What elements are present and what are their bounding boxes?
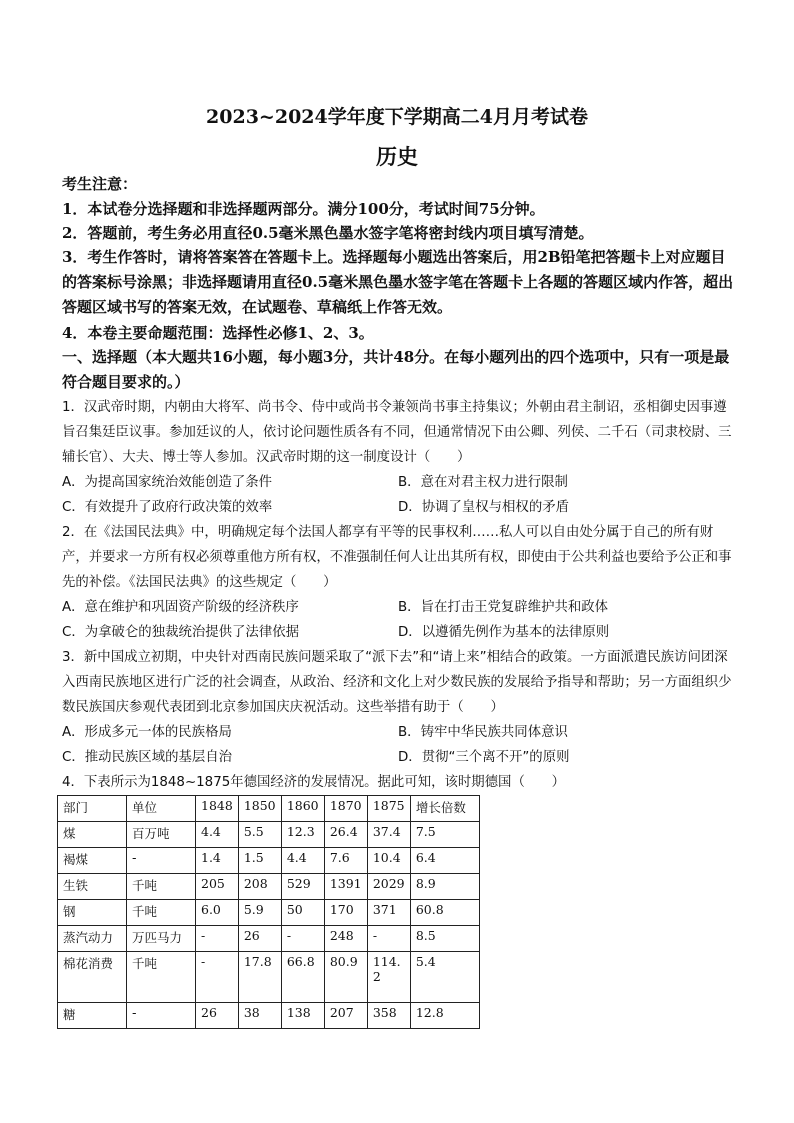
table-cell: 38	[238, 1003, 281, 1029]
table-cell: -	[281, 926, 324, 952]
q1-option-c[interactable]: C．有效提升了政府行政决策的效率	[62, 500, 273, 515]
table-cell: 8.9	[410, 874, 479, 900]
table-cell: 248	[324, 926, 367, 952]
table-header-cell: 1860	[281, 796, 324, 822]
table-cell: 1.5	[238, 848, 281, 874]
table-header-cell: 1875	[367, 796, 410, 822]
table-cell: -	[127, 848, 196, 874]
table-cell: 138	[281, 1003, 324, 1029]
table-cell: 4.4	[196, 822, 239, 848]
table-header-cell: 1848	[196, 796, 239, 822]
question-3-stem: 3．新中国成立初期，中央针对西南民族问题采取了“派下去”和“请上来”相结合的政策。一方面派遣民族访问团深入西南民族地区进行广泛的社会调查，从政治、经济和文化上对少数民族的发展给予指导和帮助；另一方面组织少数民族国庆参观代表团到北京参加国庆庆祝活动。这些举措有助于（ ）	[62, 650, 732, 715]
q1-option-a[interactable]: A．为提高国家统治效能创造了条件	[62, 475, 273, 490]
table-cell: 60.8	[410, 900, 479, 926]
table-cell: 蒸汽动力	[58, 926, 127, 952]
table-cell: 5.9	[238, 900, 281, 926]
table-cell: 1.4	[196, 848, 239, 874]
data-table	[57, 795, 480, 1029]
table-cell: -	[196, 952, 239, 1003]
notice-item-1: 1．本试卷分选择题和非选择题两部分。满分100分，考试时间75分钟。	[62, 200, 545, 218]
table-cell: 529	[281, 874, 324, 900]
table-cell: 6.4	[410, 848, 479, 874]
table-cell: 37.4	[367, 822, 410, 848]
table-cell: 千吨	[127, 952, 196, 1003]
table-header-cell: 1870	[324, 796, 367, 822]
table-header-row	[58, 796, 480, 822]
table-cell: 6.0	[196, 900, 239, 926]
section-heading: 一、选择题（本大题共16小题，每小题3分，共计48分。在每小题列出的四个选项中，只有一项是最符合题目要求的。）	[62, 348, 730, 391]
table-header-cell: 1850	[238, 796, 281, 822]
table-cell: -	[127, 1003, 196, 1029]
q3-option-a[interactable]: A．形成多元一体的民族格局	[62, 725, 232, 740]
table-cell: 2029	[367, 874, 410, 900]
table-cell: 12.8	[410, 1003, 479, 1029]
table-cell: 煤	[58, 822, 127, 848]
table-cell: 7.5	[410, 822, 479, 848]
table-cell: 钢	[58, 900, 127, 926]
notice-heading: 考生注意：	[62, 175, 138, 193]
q2-option-c[interactable]: C．为拿破仑的独裁统治提供了法律依据	[62, 625, 299, 640]
table-cell: 生铁	[58, 874, 127, 900]
table-cell: 66.8	[281, 952, 324, 1003]
table-cell: 80.9	[324, 952, 367, 1003]
q3-option-b[interactable]: B．铸牢中华民族共同体意识	[398, 725, 568, 740]
table-cell: 12.3	[281, 822, 324, 848]
table-header-cell: 部门	[58, 796, 127, 822]
table-cell: 170	[324, 900, 367, 926]
table-cell: 百万吨	[127, 822, 196, 848]
table-cell: 5.4	[410, 952, 479, 1003]
q2-option-d[interactable]: D．以遵循先例作为基本的法律原则	[398, 625, 610, 640]
table-cell: 1391	[324, 874, 367, 900]
table-cell: 17.8	[238, 952, 281, 1003]
table-cell: 26	[196, 1003, 239, 1029]
table-cell: 371	[367, 900, 410, 926]
table-cell: 棉花消费	[58, 952, 127, 1003]
table-cell: 50	[281, 900, 324, 926]
table-header-cell: 增长倍数	[410, 796, 479, 822]
question-4-stem: 4．下表所示为1848~1875年德国经济的发展情况。据此可知，该时期德国（ ）	[62, 775, 566, 790]
table-row	[58, 822, 480, 848]
table-cell: 358	[367, 1003, 410, 1029]
table-cell: 7.6	[324, 848, 367, 874]
table-cell: -	[196, 926, 239, 952]
table-cell: 万匹马力	[127, 926, 196, 952]
question-2-stem: 2．在《法国民法典》中，明确规定每个法国人都享有平等的民事权利……私人可以自由处分属于自己的所有财产，并要求一方所有权必须尊重他方所有权，不准强制任何人让出其所有权，即使由于公共利益也要给予公正和事先的补偿。《法国民法典》的这些规定（ ）	[62, 525, 732, 590]
notice-item-3: 3．考生作答时，请将答案答在答题卡上。选择题每小题选出答案后，用2B铅笔把答题卡上对应题目的答案标号涂黑；非选择题请用直径0.5毫米黑色墨水签字笔在答题卡上各题的答题区域内作答，超出答题区域书写的答案无效，在试题卷、草稿纸上作答无效。	[62, 248, 734, 316]
q3-option-c[interactable]: C．推动民族区域的基层自治	[62, 750, 233, 765]
question-1-stem: 1．汉武帝时期，内朝由大将军、尚书令、侍中或尚书令兼领尚书事主持集议；外朝由君主制诏，丞相御史因事遵旨召集廷臣议事。参加廷议的人，依讨论问题性质各有不同，但通常情况下由公卿、列侯、二千石（司隶校尉、三辅长官）、大夫、博士等人参加。汉武帝时期的这一制度设计（ ）	[62, 400, 732, 465]
exam-title: 2023~2024学年度下学期高二4月月考试卷	[206, 106, 588, 128]
table-row	[58, 874, 480, 900]
table-row	[58, 926, 480, 952]
table-cell: -	[367, 926, 410, 952]
table-cell: 千吨	[127, 874, 196, 900]
subject-title: 历史	[376, 144, 418, 169]
table-cell: 褐煤	[58, 848, 127, 874]
q1-option-b[interactable]: B．意在对君主权力进行限制	[398, 475, 568, 490]
table-cell: 10.4	[367, 848, 410, 874]
q1-option-d[interactable]: D．协调了皇权与相权的矛盾	[398, 500, 569, 515]
table-cell: 26.4	[324, 822, 367, 848]
notice-item-4: 4．本卷主要命题范围：选择性必修1、2、3。	[62, 324, 374, 342]
table-cell: 4.4	[281, 848, 324, 874]
table-row	[58, 848, 480, 874]
q2-option-b[interactable]: B．旨在打击王党复辟维护共和政体	[398, 600, 609, 615]
table-row	[58, 1003, 480, 1029]
table-header-cell: 单位	[127, 796, 196, 822]
table-cell: 26	[238, 926, 281, 952]
table-cell: 5.5	[238, 822, 281, 848]
q2-option-a[interactable]: A．意在维护和巩固资产阶级的经济秩序	[62, 600, 299, 615]
table-cell: 千吨	[127, 900, 196, 926]
table-cell: 8.5	[410, 926, 479, 952]
table-row	[58, 900, 480, 926]
table-cell: 114.2	[367, 952, 410, 1003]
notice-item-2: 2．答题前，考生务必用直径0.5毫米黑色墨水签字笔将密封线内项目填写清楚。	[62, 224, 594, 242]
table-cell: 207	[324, 1003, 367, 1029]
q3-option-d[interactable]: D．贯彻“三个离不开”的原则	[398, 750, 570, 765]
table-cell: 208	[238, 874, 281, 900]
table-cell: 糖	[58, 1003, 127, 1029]
table-row	[58, 952, 480, 1003]
table-cell: 205	[196, 874, 239, 900]
